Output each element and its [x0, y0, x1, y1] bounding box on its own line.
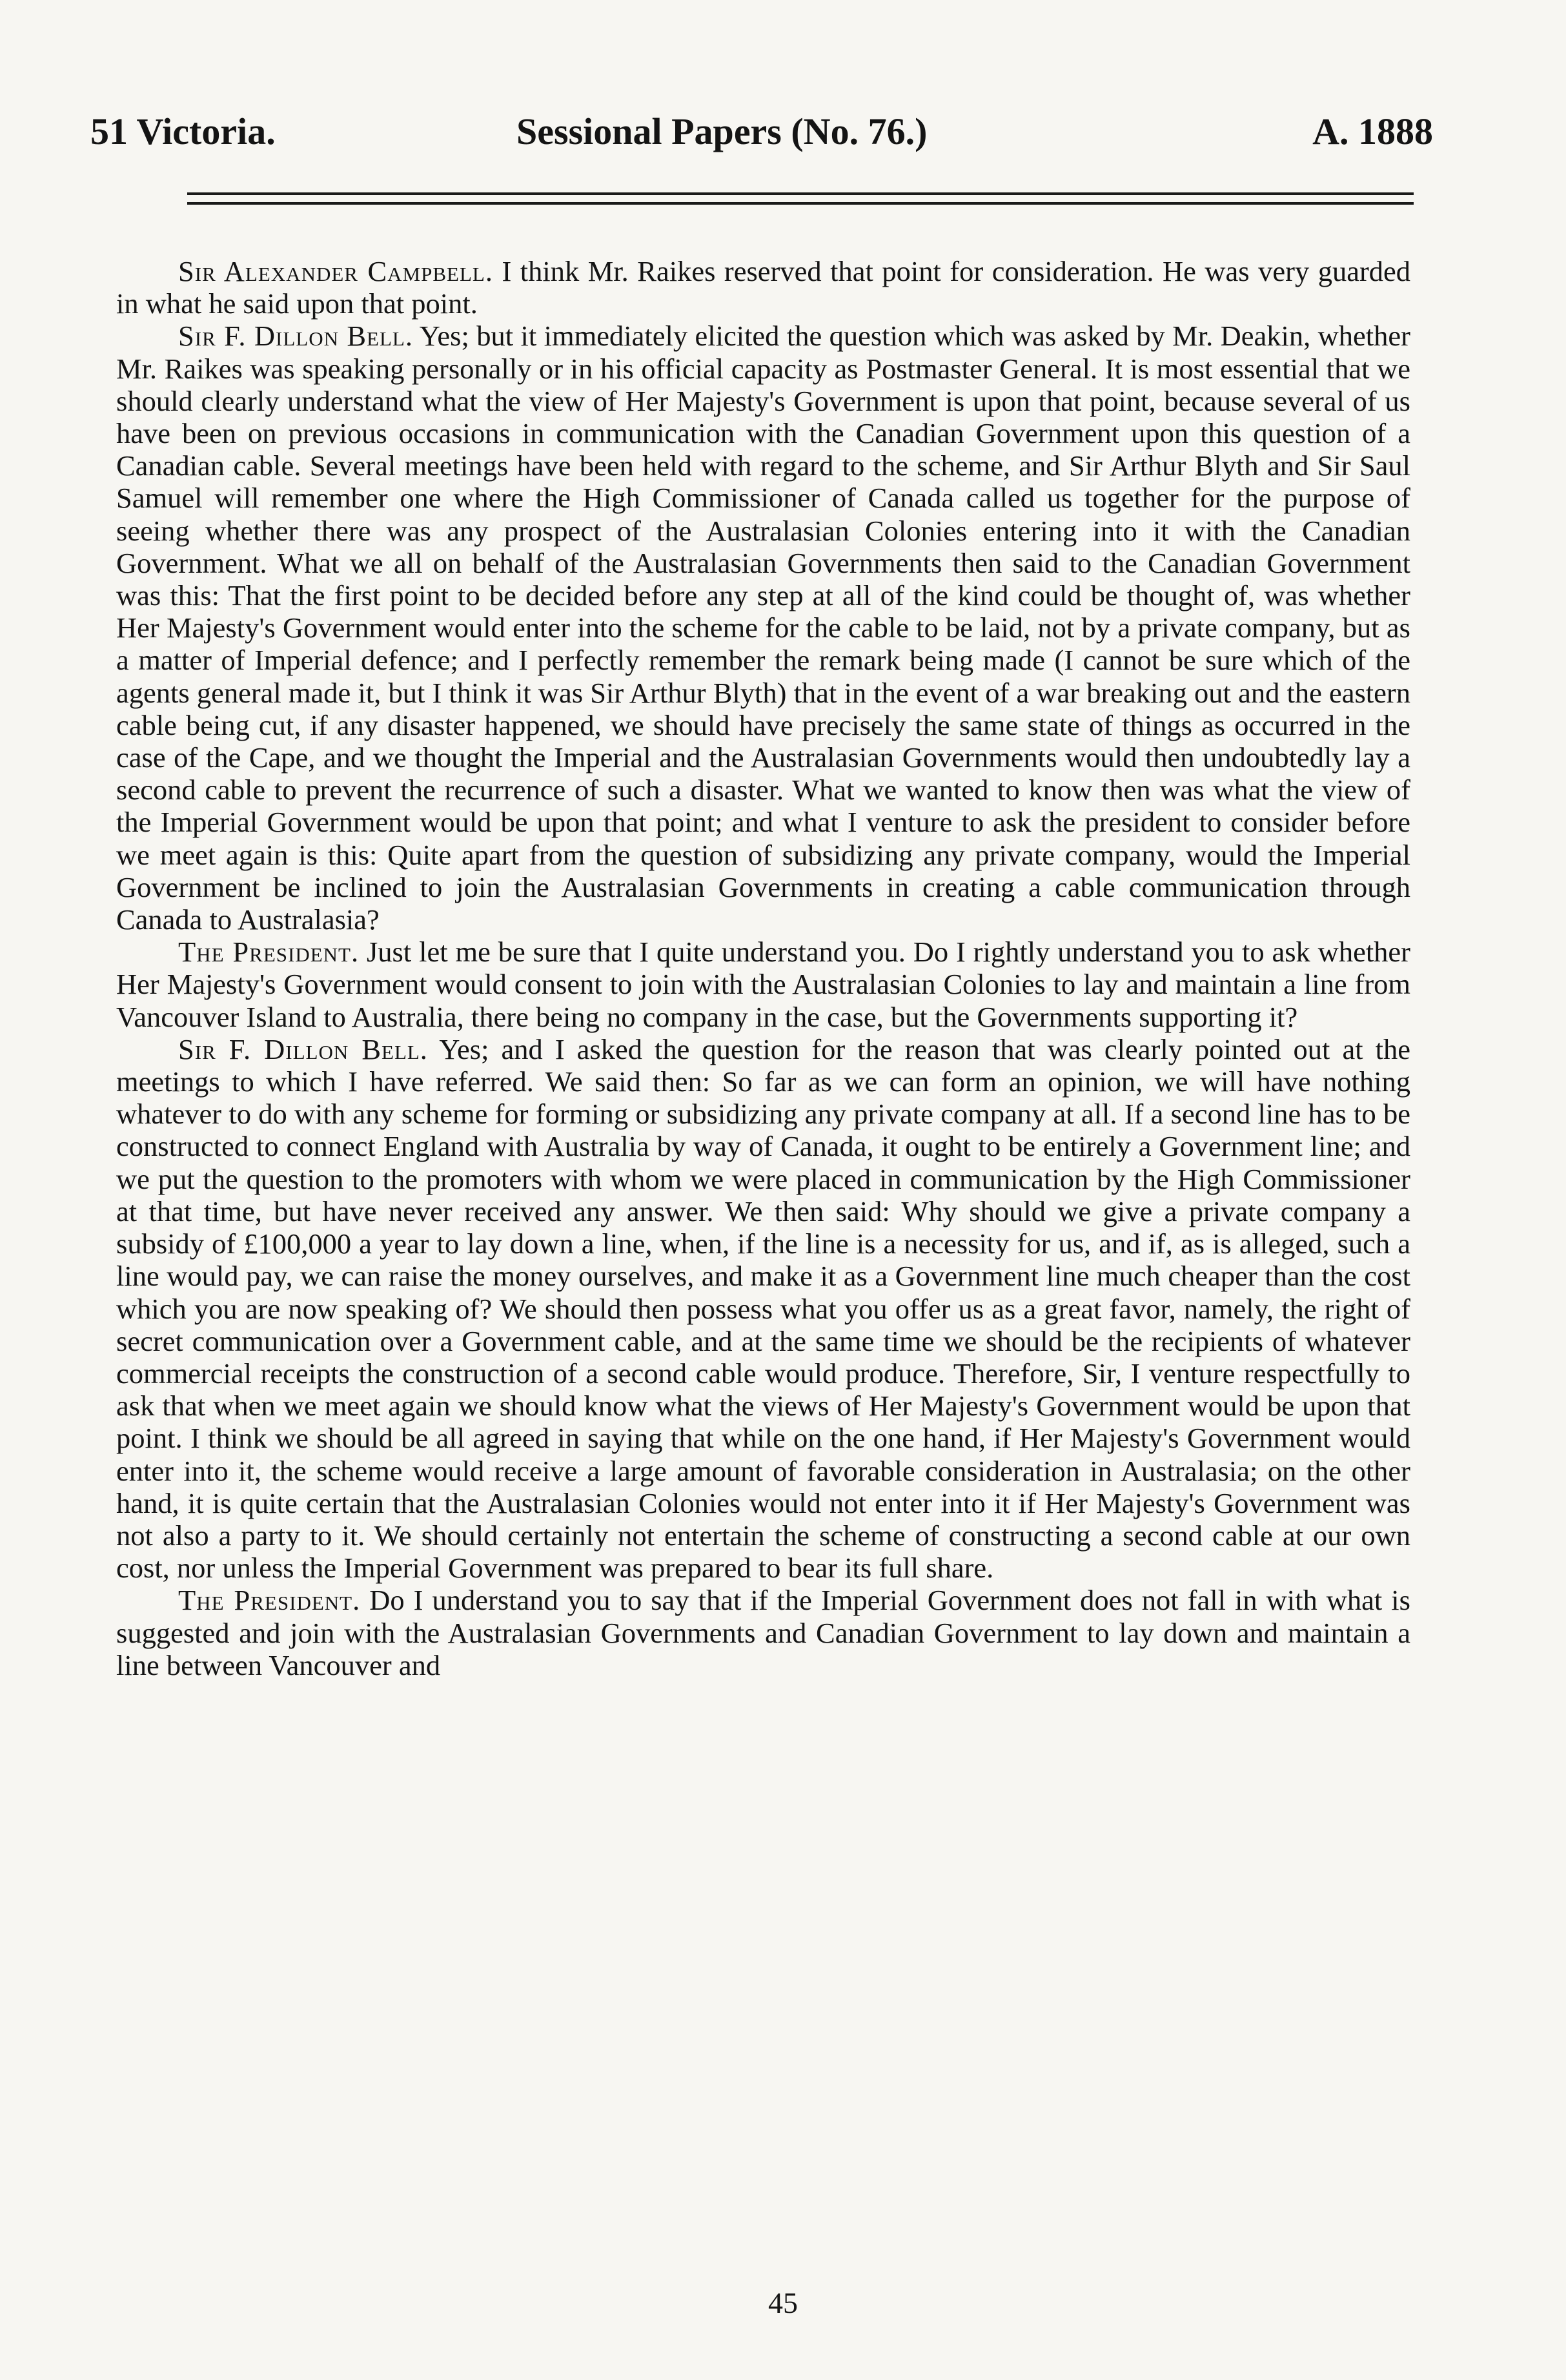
header-year: A. 1888: [1312, 110, 1433, 152]
paragraph-text: Yes; but it immediately elicited the question which was asked by Mr. Deakin, whether Mr. Raikes was speaking personally or in his official capacity as Postmaster General. It is most essential that we should clearly understand what the view of Her Majesty's Government is upon that point, because several of us have been on previous occasions in communication with the Canadian Government upon this question of a Canadian cable. Several meetings have been held with regard to the scheme, and Sir Arthur Blyth and Sir Saul Samuel will remember one where the High Commissioner of Canada called us together for the purpose of seeing whether there was any prospect of the Australasian Colonies entering into it with the Canadian Government. What we all on behalf of the Australasian Governments then said to the Canadian Government was this: That the first point to be decided before any step at all of the kind could be thought of, was whether Her Majesty's Government would enter into the scheme for the cable to be laid, not by a private company, but as a matter of Imperial defence; and I perfectly remember the remark being made (I cannot be sure which of the agents general made it, but I think it was Sir Arthur Blyth) that in the event of a war breaking out and the eastern cable being cut, if any disaster happened, we should have precisely the same state of things as occurred in the case of the Cape, and we thought the Imperial and the Australasian Governments would then undoubtedly lay a second cable to prevent the recurrence of such a disaster. What we wanted to know then was what the view of the Imperial Government would be upon that point; and what I venture to ask the president to consider before we meet again is this: Quite apart from the question of subsidizing any private company, would the Imperial Government be inclined to join the Australasian Governments in creating a cable communication through Canada to Australasia?: [116, 320, 1410, 936]
page-number: 45: [768, 2286, 798, 2319]
speaker-name: Sir F. Dillon Bell.: [178, 1032, 428, 1065]
speaker-name: Sir F. Dillon Bell.: [178, 320, 413, 353]
paragraph: [116, 936, 1410, 1033]
paragraph-text: Just let me be sure that I quite understand you. Do I rightly understand you to ask whether Her Majesty's Government would consent to join with the Australasian Colonies to lay and maintain a line from Vancouver Island to Australia, there being no company in the case, but the Governments supporting it?: [116, 936, 1411, 1033]
running-header: [90, 110, 1433, 168]
header-title: Sessional Papers (No. 76.): [516, 110, 928, 152]
paragraph: [116, 1033, 1410, 1584]
paragraph-text: I think Mr. Raikes reserved that point for consideration. He was very guarded in what he said upon that point.: [116, 255, 1411, 320]
paragraph-text: Do I understand you to say that if the Imperial Government does not fall in with what is suggested and join with the Australasian Governments and Canadian Government to lay down and maintain a line between Vancouver and: [116, 1584, 1410, 1681]
header-volume: 51 Victoria.: [90, 110, 276, 152]
header-rule-top: [187, 192, 1414, 195]
speaker-name: The President.: [178, 1584, 361, 1617]
speaker-name: The President.: [178, 936, 360, 969]
header-rule-bottom: [187, 202, 1414, 205]
paragraph: [116, 1584, 1410, 1681]
paragraph: [116, 255, 1410, 320]
paragraph: [116, 320, 1410, 936]
paragraph-text: Yes; and I asked the question for the reason that was clearly pointed out at the meetings to which I have referred. We said then: So far as we can form an opinion, we will have nothing whatever to do with any scheme for forming or subsidizing any private company at all. If a second line has to be constructed to connect England with Australia by way of Canada, it ought to be entirely a Government line; and we put the question to the promoters with whom we were placed in communication by the High Commissioner at that time, but have never received any answer. We then said: Why should we give a private company a subsidy of £100,000 a year to lay down a line, when, if the line is a necessity for us, and if, as is alleged, such a line would pay, we can raise the money ourselves, and make it as a Government line much cheaper than the cost which you are now speaking of? We should then possess what you offer us as a great favor, namely, the right of secret communication over a Government cable, and at the same time we should be the recipients of whatever commercial receipts the construction of a second cable would produce. Therefore, Sir, I venture respectfully to ask that when we meet again we should know what the views of Her Majesty's Government would be upon that point. I think we should be all agreed in saying that while on the one hand, if Her Majesty's Government would enter into it, the scheme would receive a large amount of favorable consideration in Australasia; on the other hand, it is quite certain that the Australasian Colonies would not enter into it if Her Majesty's Government was not also a party to it. We should certainly not entertain the scheme of constructing a second cable at our own cost, nor unless the Imperial Government was prepared to bear its full share.: [116, 1032, 1410, 1585]
speaker-name: Sir Alexander Campbell.: [178, 255, 493, 287]
body-text: [116, 255, 1410, 1681]
